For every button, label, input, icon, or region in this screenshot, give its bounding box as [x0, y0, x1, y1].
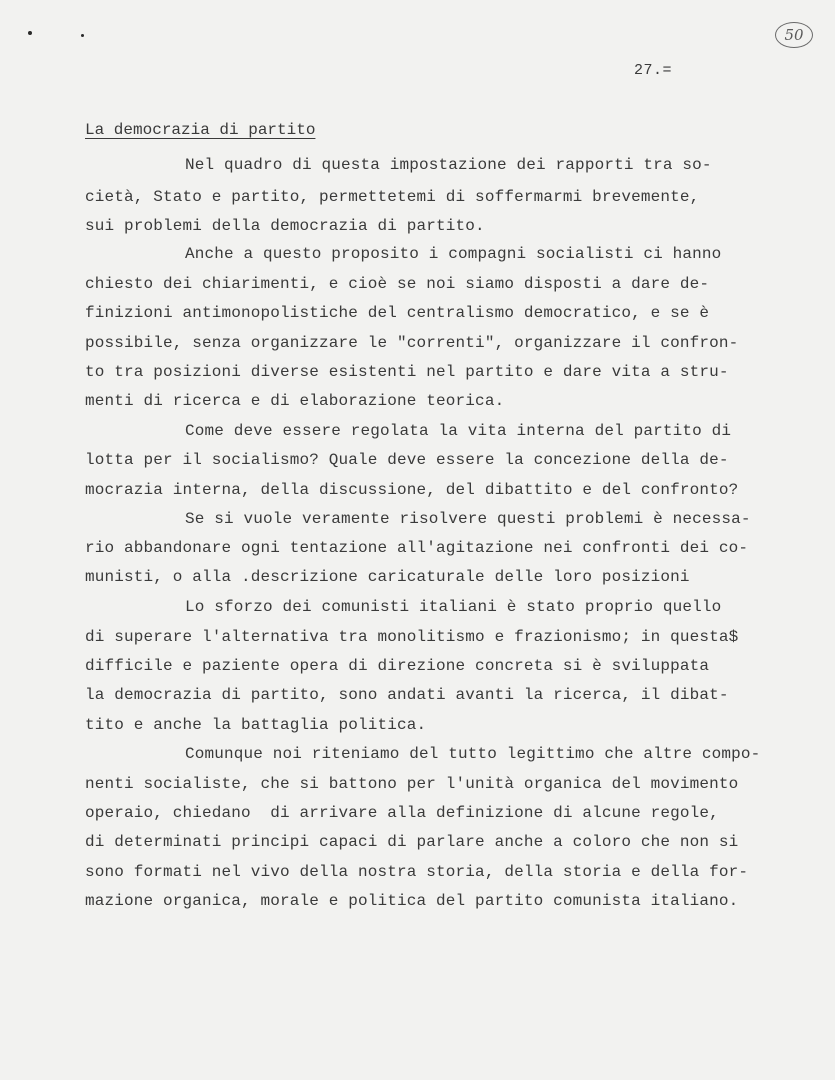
text-line: chiesto dei chiarimenti, e cioè se noi siamo disposti a dare de-	[85, 275, 710, 293]
text-line: mazione organica, morale e politica del partito comunista italiano.	[85, 892, 739, 910]
text-line: possibile, senza organizzare le "correnti", organizzare il confron-	[85, 334, 739, 352]
text-line: lotta per il socialismo? Quale deve essere la concezione della de-	[85, 451, 729, 469]
section-heading: La democrazia di partito	[85, 121, 316, 139]
text-line: Lo sforzo dei comunisti italiani è stato proprio quello	[185, 598, 722, 616]
text-line: sono formati nel vivo della nostra storia, della storia e della for-	[85, 863, 749, 881]
text-line: cietà, Stato e partito, permettetemi di soffermarmi brevemente,	[85, 188, 700, 206]
text-line: operaio, chiedano di arrivare alla definizione di alcune regole,	[85, 804, 719, 822]
text-line: menti di ricerca e di elaborazione teorica.	[85, 392, 505, 410]
text-line: di superare l'alternativa tra monolitismo e frazionismo; in questa$	[85, 628, 739, 646]
text-line: mocrazia interna, della discussione, del dibattito e del confronto?	[85, 481, 739, 499]
text-line: la democrazia di partito, sono andati avanti la ricerca, il dibat-	[85, 686, 729, 704]
scan-speck	[28, 31, 32, 35]
scan-speck	[81, 34, 84, 37]
page-number: 27.=	[634, 62, 673, 79]
text-line: Come deve essere regolata la vita interna del partito di	[185, 422, 732, 440]
text-line: munisti, o alla .descrizione caricaturale delle loro posizioni	[85, 568, 690, 586]
text-line: Comunque noi riteniamo del tutto legittimo che altre compo-	[185, 745, 761, 763]
text-line: rio abbandonare ogni tentazione all'agitazione nei confronti dei co-	[85, 539, 749, 557]
archive-stamp: 50	[775, 22, 813, 48]
text-line: sui problemi della democrazia di partito.	[85, 217, 485, 235]
text-line: nenti socialiste, che si battono per l'unità organica del movimento	[85, 775, 739, 793]
text-line: di determinati principi capaci di parlare anche a coloro che non si	[85, 833, 739, 851]
text-line: Nel quadro di questa impostazione dei rapporti tra so-	[185, 156, 712, 174]
text-line: to tra posizioni diverse esistenti nel partito e dare vita a stru-	[85, 363, 729, 381]
text-line: finizioni antimonopolistiche del centralismo democratico, e se è	[85, 304, 710, 322]
text-line: Se si vuole veramente risolvere questi problemi è necessa-	[185, 510, 751, 528]
text-line: tito e anche la battaglia politica.	[85, 716, 427, 734]
text-line: Anche a questo proposito i compagni socialisti ci hanno	[185, 245, 722, 263]
text-line: difficile e paziente opera di direzione concreta si è sviluppata	[85, 657, 710, 675]
